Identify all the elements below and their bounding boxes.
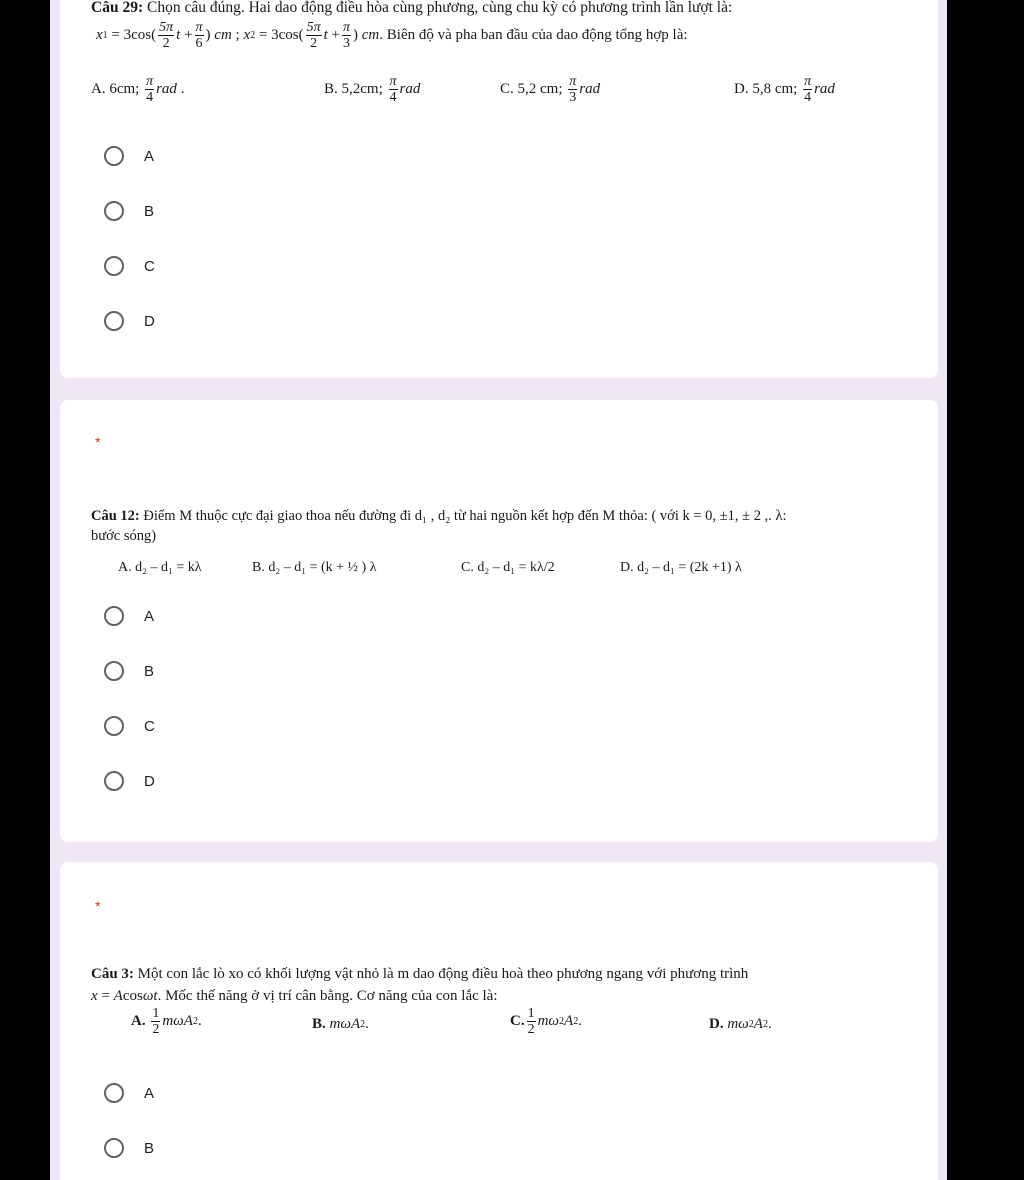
radio-circle[interactable] — [104, 716, 124, 736]
answer-choice-c: C. 5,2 cm; $\frac{\pi}{3}$ rad — [500, 74, 601, 105]
radio-circle[interactable] — [104, 256, 124, 276]
radio-circle[interactable] — [104, 311, 124, 331]
radio-circle[interactable] — [104, 201, 124, 221]
radio-option-a[interactable]: A — [104, 1080, 154, 1106]
answer-choice-d: D. mω 2 A 2 . — [709, 1016, 772, 1032]
radio-circle[interactable] — [104, 146, 124, 166]
radio-option-c[interactable]: C — [104, 253, 155, 279]
radio-option-d[interactable]: D — [104, 308, 155, 334]
answer-choice-a: A. 6cm; $\frac{\pi}{4}$ rad . — [91, 74, 185, 105]
question-title: Câu 12: Điểm M thuộc cực đại giao thoa nếu đường đi d₁ , d₂ từ hai nguồn kết hợp đến M thỏa: ( với k = 0, ±1, ± 2 ,. λ: — [91, 508, 787, 524]
question-card-12 — [60, 400, 938, 842]
radio-circle[interactable] — [104, 771, 124, 791]
radio-option-b[interactable]: B — [104, 658, 154, 684]
answer-choice-b: B. 5,2cm; $\frac{\pi}{4}$ rad — [324, 74, 421, 105]
question-title: Câu 3: Một con lắc lò xo có khối lượng vật nhỏ là m dao động điều hoà theo phương ngang với phương trình — [91, 966, 749, 982]
answer-choice-d: D. 5,8 cm; $\frac{\pi}{4}$ rad — [734, 74, 835, 105]
question-card-3 — [60, 862, 938, 1180]
question-title-continued: x = Acosωt. Mốc thế năng ở vị trí cân bằng. Cơ năng của con lắc là: — [91, 988, 498, 1004]
question-title: Câu 29: Chọn câu đúng. Hai dao động điều hòa cùng phương, cùng chu kỳ có phương trình lần lượt là: — [91, 0, 733, 16]
answer-choice-a: A. $\frac{1}{2}$ mωA 2 . — [131, 1006, 202, 1037]
radio-option-a[interactable]: A — [104, 603, 154, 629]
radio-circle[interactable] — [104, 606, 124, 626]
answer-choice-d: D. d₂ – d₁ = (2k +1) λ — [620, 560, 742, 575]
answer-choice-c: C. d₂ – d₁ = kλ/2 — [461, 560, 555, 575]
radio-option-b[interactable]: B — [104, 1135, 154, 1161]
question-title-continued: bước sóng) — [91, 528, 157, 544]
question-card-29 — [60, 0, 938, 378]
answer-choice-b: B. mωA 2 . — [312, 1016, 369, 1032]
radio-option-a[interactable]: A — [104, 143, 154, 169]
question-equation: x 1 = 3cos( $\frac{5\pi}{2}$ t + $\frac{\pi}{6}$ ) cm ; x 2 = 3cos( $\frac{5\pi}{2}$ t + $\frac{\pi}{3}$ ) cm . Biên độ và pha ban đầu của dao động tổng hợp là: — [96, 20, 688, 51]
answer-choice-c: C. $\frac{1}{2}$ mω 2 A 2 . — [510, 1006, 582, 1037]
answer-choice-a: A. d₂ – d₁ = kλ — [118, 560, 202, 575]
radio-circle[interactable] — [104, 1138, 124, 1158]
radio-option-d[interactable]: D — [104, 768, 155, 794]
radio-option-b[interactable]: B — [104, 198, 154, 224]
required-marker: * — [95, 434, 101, 450]
radio-option-c[interactable]: C — [104, 713, 155, 739]
form-background — [50, 0, 947, 1180]
answer-choice-b: B. d₂ – d₁ = (k + ½ ) λ — [252, 560, 377, 575]
radio-circle[interactable] — [104, 661, 124, 681]
required-marker: * — [95, 898, 101, 914]
radio-circle[interactable] — [104, 1083, 124, 1103]
